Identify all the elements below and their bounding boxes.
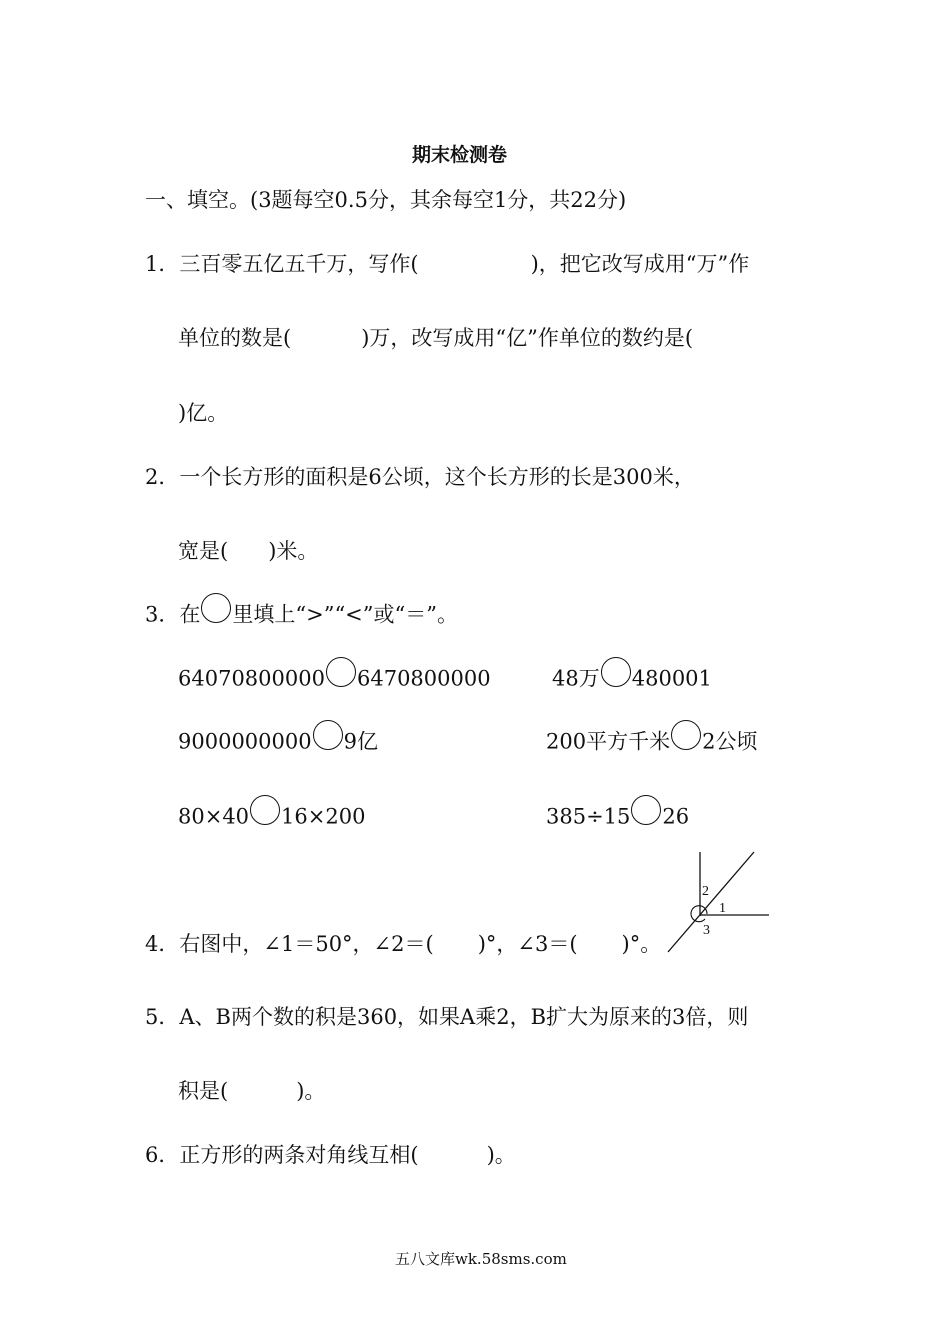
question-number: 6．	[145, 1143, 180, 1167]
q3-text-b: 里填上“>”“<”或“＝”。	[232, 602, 458, 627]
question-1-line-2	[178, 325, 693, 351]
q4-text-a: 右图中，∠1＝50°，∠2＝(	[179, 932, 434, 956]
compare-circle[interactable]	[631, 795, 661, 825]
compare-right: 16×200	[281, 804, 366, 829]
q1-text-d: )万，改写成用“亿”作单位的数约是(	[361, 326, 694, 350]
compare-right: 2公顷	[702, 729, 758, 754]
q4-text-b: )°，∠3＝(	[477, 932, 578, 956]
compare-circle[interactable]	[671, 720, 701, 750]
q2-text-a: 宽是(	[178, 539, 229, 563]
compare-left: 48万	[552, 666, 600, 691]
compare-item-3	[178, 728, 378, 758]
compare-circle[interactable]	[326, 657, 356, 687]
question-5-line-2	[178, 1078, 325, 1104]
q5-text-a: 积是(	[178, 1079, 229, 1103]
question-4	[145, 931, 661, 957]
q1-text-b: )，把它改写成用“万”作	[530, 252, 750, 276]
question-1-line-3: )亿。	[178, 401, 229, 425]
angle-figure	[660, 848, 780, 958]
q5-text: A、B两个数的积是360，如果A乘2，B扩大为原来的3倍，则	[179, 1005, 749, 1029]
compare-right: 26	[662, 804, 690, 829]
question-number: 4．	[145, 932, 180, 956]
question-3-intro	[145, 601, 458, 631]
q5-text-b: )。	[296, 1079, 326, 1103]
question-number: 3．	[145, 602, 180, 627]
q3-text-a: 在	[179, 602, 201, 627]
q1-text-c: 单位的数是(	[178, 326, 292, 350]
compare-item-5	[178, 803, 365, 833]
question-2-line-2	[178, 538, 318, 564]
question-number: 1．	[145, 252, 180, 276]
q2-text-b: )米。	[268, 539, 319, 563]
section-heading: 一、填空。(3题每空0.5分，其余每空1分，共22分)	[145, 188, 627, 212]
compare-circle[interactable]	[313, 720, 343, 750]
compare-left: 9000000000	[178, 729, 312, 754]
q6-text-a: 正方形的两条对角线互相(	[179, 1143, 419, 1167]
angle-label-2: 2	[702, 884, 709, 899]
question-5-line-1	[145, 1004, 748, 1030]
q4-text-c: )°。	[621, 932, 662, 956]
compare-item-1	[178, 665, 491, 695]
compare-item-2	[552, 665, 712, 695]
compare-right: 9亿	[343, 729, 378, 754]
question-1-line-1	[145, 251, 749, 277]
compare-circle[interactable]	[601, 657, 631, 687]
question-number: 5．	[145, 1005, 180, 1029]
compare-left: 80×40	[178, 804, 250, 829]
q6-text-b: )。	[486, 1143, 516, 1167]
circle-blank-example	[201, 593, 231, 623]
compare-left: 200平方千米	[546, 729, 671, 754]
compare-right: 480001	[631, 666, 712, 691]
angle-label-3: 3	[703, 923, 710, 938]
angle-arc	[691, 906, 707, 922]
question-number: 2．	[145, 465, 180, 489]
compare-item-6	[546, 803, 689, 833]
page-title: 期末检测卷	[412, 144, 508, 166]
question-2-line-1	[145, 464, 695, 490]
compare-right: 6470800000	[356, 666, 491, 691]
compare-left: 64070800000	[178, 666, 325, 691]
q1-text-a: 三百零五亿五千万，写作(	[179, 252, 419, 276]
diagonal-line	[668, 852, 754, 952]
compare-circle[interactable]	[250, 795, 280, 825]
q2-text: 一个长方形的面积是6公顷，这个长方形的长是300米，	[179, 465, 695, 489]
compare-item-4	[546, 728, 757, 758]
question-6	[145, 1142, 516, 1168]
compare-left: 385÷15	[546, 804, 631, 829]
angle-label-1: 1	[719, 901, 726, 916]
footer-source: 五八文库wk.58sms.com	[395, 1250, 567, 1268]
